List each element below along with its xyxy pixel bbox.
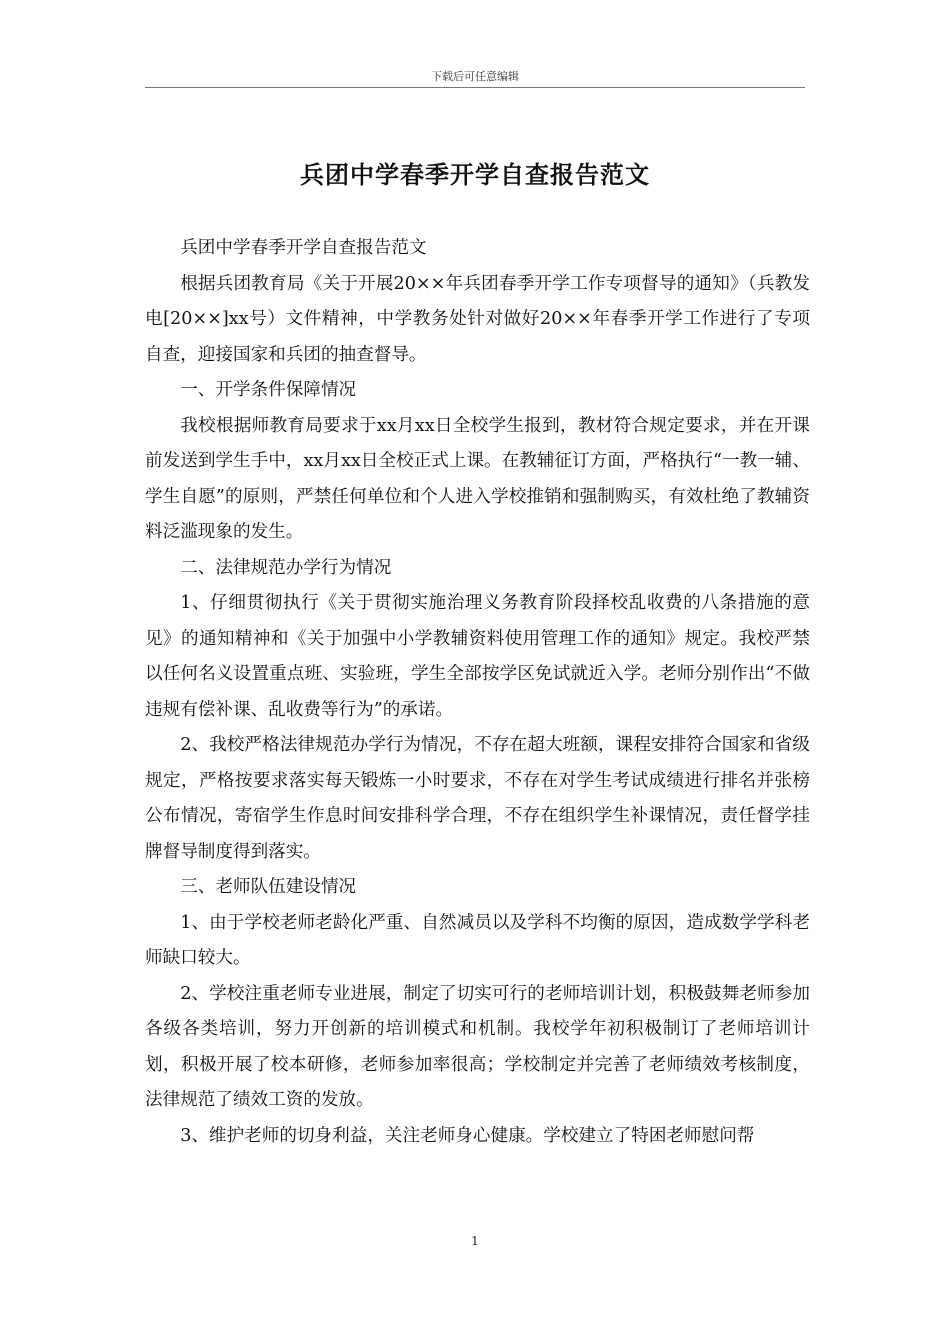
paragraph-section-3-item-1: 1、由于学校老师老龄化严重、自然减员以及学科不均衡的原因，造成数学学科老师缺口较大。 — [145, 912, 810, 968]
header-note: 下载后可任意编辑 — [431, 70, 519, 83]
header-divider — [145, 87, 805, 88]
paragraph-intro: 根据兵团教育局《关于开展20××年兵团春季开学工作专项督导的通知》（兵教发电[20××]xx号）文件精神，中学教务处针对做好20××年春季开学工作进行了专项自查，迎接国家和兵团的抽查督导。 — [145, 273, 810, 365]
section-heading-2: 二、法律规范办学行为情况 — [180, 557, 392, 578]
paragraph-section-2-item-2: 2、我校严格法律规范办学行为情况，不存在超大班额，课程安排符合国家和省级规定，严格按要求落实每天锻炼一小时要求，不存在对学生考试成绩进行排名并张榜公布情况，寄宿学生作息时间安排科学合理，不存在组织学生补课情况，责任督学挂牌督导制度得到落实。 — [145, 735, 810, 862]
paragraph-section-3-item-2: 2、学校注重老师专业进展，制定了切实可行的老师培训计划，积极鼓舞老师参加各级各类培训，努力开创新的培训模式和机制。我校学年初积极制订了老师培训计划，积极开展了校本研修，老师参加率很高；学校制定并完善了老师绩效考核制度，法律规范了绩效工资的发放。 — [145, 983, 810, 1110]
paragraph-subtitle: 兵团中学春季开学自查报告范文 — [180, 238, 427, 258]
page-number: 1 — [471, 1234, 479, 1248]
document-body — [145, 231, 810, 1154]
section-heading-3: 三、老师队伍建设情况 — [180, 877, 357, 897]
paragraph-section-1: 我校根据师教育局要求于xx月xx日全校学生报到，教材符合规定要求，并在开课前发送到学生手中，xx月xx日全校正式上课。在教辅征订方面，严格执行“一教一辅、学生自愿”的原则，严禁任何单位和个人进入学校推销和强制购买，有效杜绝了教辅资料泛滥现象的发生。 — [145, 415, 810, 542]
section-heading-1: 一、开学条件保障情况 — [180, 380, 357, 400]
paragraph-section-2-item-1: 1、仔细贯彻执行《关于贯彻实施治理义务教育阶段择校乱收费的八条措施的意见》的通知精神和《关于加强中小学教辅资料使用管理工作的通知》规定。我校严禁以任何名义设置重点班、实验班，学生全部按学区免试就近入学。老师分别作出“不做违规有偿补课、乱收费等行为”的承诺。 — [145, 593, 810, 720]
document-title: 兵团中学春季开学自查报告范文 — [300, 160, 650, 189]
paragraph-section-3-item-3: 3、维护老师的切身利益，关注老师身心健康。学校建立了特困老师慰问帮 — [180, 1125, 755, 1146]
